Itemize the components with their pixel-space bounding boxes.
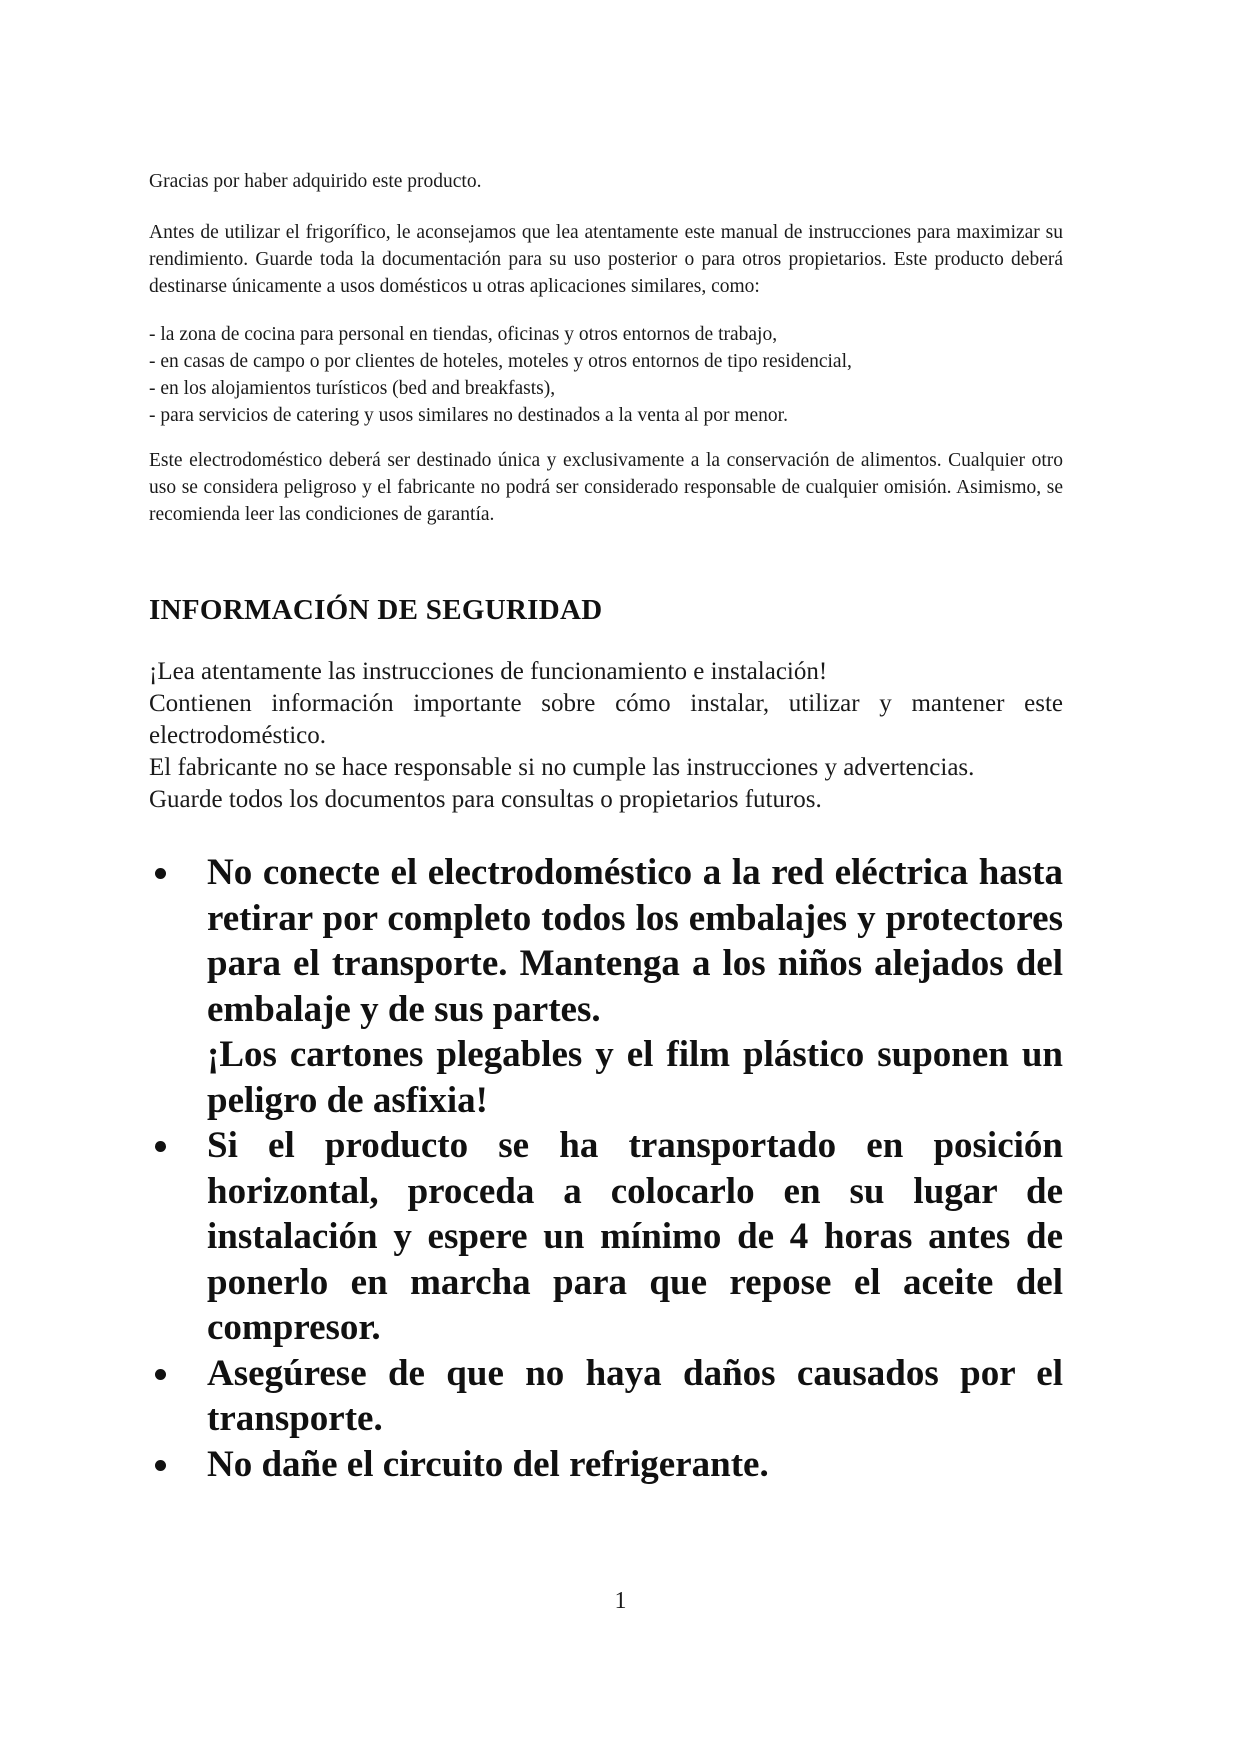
warning-item [149, 1351, 1063, 1442]
safety-intro-line: El fabricante no se hace responsable si no cumple las instrucciones y advertencias. [149, 754, 975, 781]
warning-item [149, 850, 1063, 1123]
safety-intro-line: Contienen información importante sobre cómo instalar, utilizar y mantener este electrodoméstico. [149, 690, 1063, 749]
warning-text: No conecte el electrodoméstico a la red eléctrica hasta retirar por completo todos los embalajes y protectores para el transporte. Mantenga a los niños alejados del embalaje y de sus partes. [207, 852, 1063, 1030]
usage-item: - para servicios de catering y usos similares no destinados a la venta al por menor. [149, 405, 788, 426]
warning-text: ¡Los cartones plegables y el film plástico suponen un peligro de asfixia! [207, 1034, 1063, 1121]
warning-text: Asegúrese de que no haya daños causados por el transporte. [207, 1352, 1063, 1439]
warning-item [149, 1123, 1063, 1351]
warning-item [149, 1442, 1063, 1488]
bullet-icon [155, 1460, 166, 1471]
bullet-icon [155, 868, 166, 879]
safety-intro-line: Guarde todos los documentos para consultas o propietarios futuros. [149, 786, 822, 813]
purpose-paragraph: Este electrodoméstico deberá ser destinado única y exclusivamente a la conservación de alimentos. Cualquier otro uso se considera peligroso y el fabricante no podrá ser considerado responsable de cualquier omisión. Asimismo, se recomienda leer las condiciones de garantía. [149, 450, 1063, 525]
intro-thanks: Gracias por haber adquirido este producto. [149, 171, 482, 192]
safety-intro-line: ¡Lea atentamente las instrucciones de funcionamiento e instalación! [149, 658, 828, 685]
page-number: 1 [614, 1588, 627, 1614]
section-title: INFORMACIÓN DE SEGURIDAD [149, 594, 603, 626]
usage-item: - en los alojamientos turísticos (bed and breakfasts), [149, 378, 556, 399]
intro-paragraph: Antes de utilizar el frigorífico, le aconsejamos que lea atentamente este manual de instrucciones para maximizar su rendimiento. Guarde toda la documentación para su uso posterior o para otros propietarios. Este producto deberá destinarse únicamente a usos domésticos u otras aplicaciones similares, como: [149, 222, 1063, 297]
usage-item: - la zona de cocina para personal en tiendas, oficinas y otros entornos de trabajo, [149, 324, 778, 345]
bullet-icon [155, 1141, 166, 1152]
bullet-icon [155, 1369, 166, 1380]
warning-list [149, 850, 1063, 1487]
safety-intro [149, 656, 1063, 816]
usage-list [149, 321, 1063, 429]
usage-item: - en casas de campo o por clientes de hoteles, moteles y otros entornos de tipo residencial, [149, 351, 852, 372]
warning-text: Si el producto se ha transportado en posición horizontal, proceda a colocarlo en su lugar de instalación y espere un mínimo de 4 horas antes de ponerlo en marcha para que repose el aceite del compresor. [207, 1125, 1063, 1348]
warning-text: No dañe el circuito del refrigerante. [207, 1443, 769, 1485]
